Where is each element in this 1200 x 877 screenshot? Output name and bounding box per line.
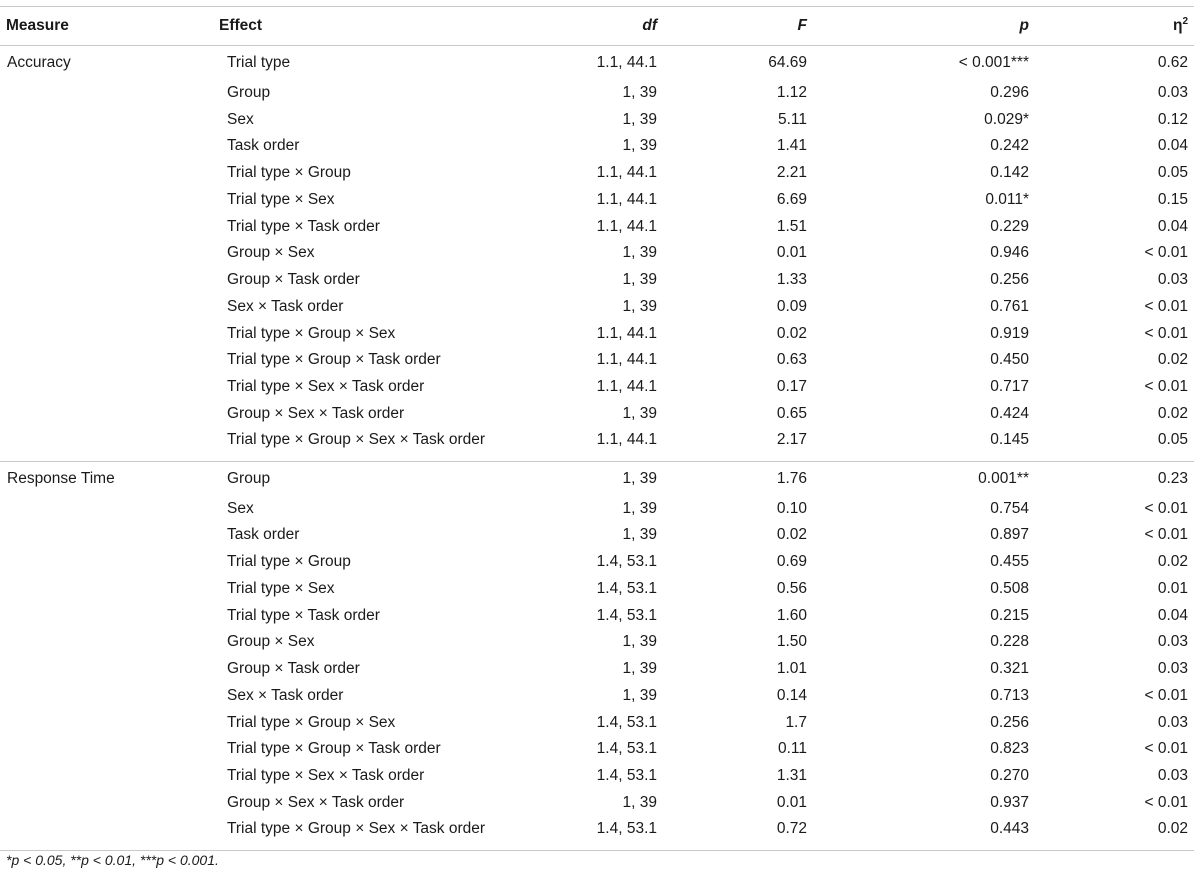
cell-effect: Group × Task order (227, 660, 360, 678)
cell-measure (0, 576, 213, 603)
cell-effect: Trial type × Group × Task order (227, 740, 441, 758)
cell-eta-squared: 0.02 (1157, 351, 1188, 369)
cell-eta-squared: < 0.01 (1144, 324, 1188, 342)
cell-f: 0.14 (776, 686, 807, 704)
cell-df: 1, 39 (622, 793, 657, 811)
cell-effect: Task order (227, 526, 300, 544)
cell-effect: Group (227, 83, 271, 101)
cell-p: 0.761 (990, 297, 1029, 315)
cell-p: 0.508 (990, 579, 1029, 597)
cell-effect: Trial type × Sex × Task order (227, 767, 425, 785)
cell-f: 64.69 (768, 53, 807, 71)
cell-df: 1, 39 (622, 499, 657, 517)
cell-df: 1.1, 44.1 (596, 351, 657, 369)
cell-f: 0.01 (776, 244, 807, 262)
cell-p: 0.919 (990, 324, 1029, 342)
cell-p: 0.823 (990, 740, 1029, 758)
cell-measure (0, 763, 213, 790)
cell-measure (0, 816, 213, 850)
cell-df: 1, 39 (622, 633, 657, 651)
cell-measure (0, 240, 213, 267)
cell-df: 1, 39 (622, 110, 657, 128)
cell-p: 0.897 (990, 526, 1029, 544)
cell-effect: Trial type × Group (227, 164, 351, 182)
cell-p: 0.011* (985, 190, 1029, 208)
cell-eta-squared: 0.02 (1035, 816, 1194, 850)
cell-f: 0.09 (776, 297, 807, 315)
cell-eta-squared: 0.03 (1157, 767, 1188, 785)
cell-df: 1.4, 53.1 (596, 553, 657, 571)
cell-measure (0, 294, 213, 321)
cell-p: 0.029* (984, 110, 1029, 128)
cell-p: 0.270 (990, 767, 1029, 785)
cell-df: 1, 39 (622, 244, 657, 262)
cell-p: 0.296 (990, 83, 1029, 101)
cell-eta-squared: < 0.01 (1144, 793, 1188, 811)
cell-effect: Trial type × Group × Sex (227, 324, 396, 342)
cell-measure (0, 656, 213, 683)
cell-f: 0.17 (776, 378, 807, 396)
cell-effect: Task order (227, 137, 300, 155)
cell-df: 1.4, 53.1 (596, 606, 657, 624)
cell-df: 1, 39 (622, 686, 657, 704)
cell-f: 1.60 (776, 606, 807, 624)
table-row (0, 401, 1194, 428)
cell-measure (0, 213, 213, 240)
table-row (0, 80, 1194, 107)
cell-measure (0, 736, 213, 763)
cell-p: 0.717 (990, 378, 1029, 396)
table-row (0, 461, 1194, 495)
cell-measure (0, 347, 213, 374)
cell-measure (0, 602, 213, 629)
cell-measure (0, 790, 213, 817)
cell-df: 1, 39 (622, 660, 657, 678)
table-row (0, 790, 1194, 817)
cell-df: 1, 39 (568, 461, 663, 495)
cell-effect: Sex × Task order (227, 297, 344, 315)
table-row (0, 495, 1194, 522)
cell-df: 1, 39 (622, 526, 657, 544)
cell-f: 0.69 (776, 553, 807, 571)
cell-df: 1.1, 44.1 (596, 378, 657, 396)
table-row (0, 763, 1194, 790)
table-row (0, 187, 1194, 214)
table-row (0, 46, 1194, 80)
table-row (0, 683, 1194, 710)
cell-df: 1.1, 44.1 (596, 53, 657, 71)
cell-eta-squared: < 0.01 (1144, 297, 1188, 315)
eta-superscript: 2 (1182, 16, 1188, 28)
cell-effect: Trial type × Group × Task order (227, 351, 441, 369)
cell-f: 0.63 (776, 351, 807, 369)
table-body (0, 46, 1194, 851)
significance-footnote: *p < 0.05, **p < 0.01, ***p < 0.001. (6, 852, 219, 868)
cell-measure (0, 133, 213, 160)
cell-df: 1.1, 44.1 (596, 431, 657, 448)
cell-f: 1.51 (776, 217, 807, 235)
cell-eta-squared: 0.02 (1157, 553, 1188, 571)
cell-effect: Sex (227, 499, 254, 517)
cell-f: 0.02 (776, 324, 807, 342)
cell-p: 0.142 (990, 164, 1029, 182)
header-f: F (663, 7, 813, 46)
cell-eta-squared: 0.04 (1157, 217, 1188, 235)
cell-eta-squared: 0.12 (1157, 110, 1188, 128)
cell-measure (0, 709, 213, 736)
cell-eta-squared: 0.05 (1157, 164, 1188, 182)
table-row (0, 629, 1194, 656)
cell-measure: Response Time (0, 461, 213, 495)
cell-effect: Group × Sex (227, 244, 315, 262)
cell-f: 2.21 (776, 164, 807, 182)
cell-df: 1.1, 44.1 (596, 217, 657, 235)
cell-f: 2.17 (776, 431, 807, 448)
cell-p: 0.321 (990, 660, 1029, 678)
cell-eta-squared: 0.03 (1157, 271, 1188, 289)
cell-eta-squared: 0.62 (1157, 53, 1188, 71)
cell-effect: Trial type × Group (227, 553, 351, 571)
cell-df: 1.1, 44.1 (596, 164, 657, 182)
cell-f: 5.11 (777, 110, 807, 128)
cell-effect: Sex (227, 110, 254, 128)
table-row (0, 267, 1194, 294)
cell-p: 0.946 (990, 244, 1029, 262)
cell-effect: Group (213, 461, 568, 495)
table-row (0, 160, 1194, 187)
cell-effect: Trial type × Sex (227, 579, 335, 597)
cell-eta-squared: < 0.01 (1144, 499, 1188, 517)
cell-eta-squared: 0.04 (1157, 606, 1188, 624)
cell-p: 0.424 (990, 404, 1029, 422)
table-row (0, 294, 1194, 321)
cell-eta-squared: < 0.01 (1144, 526, 1188, 544)
cell-df: 1.1, 44.1 (596, 190, 657, 208)
cell-eta-squared: 0.03 (1157, 83, 1188, 101)
cell-f: 1.50 (776, 633, 807, 651)
anova-table (0, 6, 1194, 851)
cell-effect: Group × Sex × Task order (227, 793, 405, 811)
cell-df: 1, 39 (622, 404, 657, 422)
cell-p: < 0.001*** (958, 53, 1029, 71)
cell-effect: Trial type × Group × Sex (227, 713, 396, 731)
cell-effect: Sex × Task order (227, 686, 344, 704)
table-row (0, 709, 1194, 736)
cell-p: 0.001** (813, 461, 1035, 495)
cell-measure (0, 80, 213, 107)
table-row (0, 736, 1194, 763)
table-row (0, 576, 1194, 603)
cell-f: 1.33 (776, 271, 807, 289)
cell-p: 0.256 (990, 271, 1029, 289)
table-row (0, 213, 1194, 240)
table-row (0, 347, 1194, 374)
header-p: p (813, 7, 1035, 46)
table-row (0, 320, 1194, 347)
cell-df: 1.4, 53.1 (596, 767, 657, 785)
table-row (0, 427, 1194, 461)
cell-f: 1.31 (776, 767, 807, 785)
table-row (0, 374, 1194, 401)
cell-eta-squared: 0.04 (1157, 137, 1188, 155)
cell-eta-squared: 0.05 (1157, 431, 1188, 448)
cell-measure (0, 401, 213, 428)
cell-df: 1, 39 (622, 83, 657, 101)
cell-p: 0.937 (990, 793, 1029, 811)
table-row (0, 133, 1194, 160)
cell-eta-squared: 0.03 (1157, 660, 1188, 678)
cell-eta-squared: 0.03 (1157, 713, 1188, 731)
cell-measure (0, 629, 213, 656)
cell-eta-squared: 0.23 (1035, 461, 1194, 495)
cell-p: 0.145 (990, 431, 1029, 448)
cell-f: 0.02 (776, 526, 807, 544)
cell-measure (0, 106, 213, 133)
cell-measure (0, 374, 213, 401)
cell-measure (0, 683, 213, 710)
cell-f: 1.12 (776, 83, 807, 101)
cell-p: 0.242 (990, 137, 1029, 155)
table-row (0, 549, 1194, 576)
table-row (0, 602, 1194, 629)
cell-df: 1.4, 53.1 (568, 816, 663, 850)
cell-f: 1.7 (785, 713, 807, 731)
cell-measure (0, 522, 213, 549)
cell-eta-squared: < 0.01 (1144, 244, 1188, 262)
cell-p: 0.256 (990, 713, 1029, 731)
table-row (0, 240, 1194, 267)
cell-eta-squared: 0.15 (1157, 190, 1188, 208)
cell-effect: Trial type × Task order (227, 606, 380, 624)
table-header (0, 7, 1194, 46)
cell-f: 0.01 (776, 793, 807, 811)
cell-f: 6.69 (776, 190, 807, 208)
table-row (0, 656, 1194, 683)
table-row (0, 816, 1194, 850)
cell-measure (0, 549, 213, 576)
cell-p: 0.229 (990, 217, 1029, 235)
cell-measure (0, 495, 213, 522)
table-row (0, 522, 1194, 549)
header-df: df (568, 7, 663, 46)
header-eta-squared (1035, 7, 1194, 46)
cell-p: 0.215 (990, 606, 1029, 624)
cell-f: 0.72 (663, 816, 813, 850)
cell-effect: Trial type × Task order (227, 217, 380, 235)
cell-f: 0.65 (776, 404, 807, 422)
cell-p: 0.443 (813, 816, 1035, 850)
header-measure: Measure (0, 7, 213, 46)
cell-df: 1, 39 (622, 271, 657, 289)
cell-eta-squared: < 0.01 (1144, 740, 1188, 758)
cell-df: 1.4, 53.1 (596, 713, 657, 731)
cell-eta-squared: 0.02 (1157, 404, 1188, 422)
cell-measure (0, 427, 213, 461)
cell-measure: Accuracy (7, 53, 71, 71)
cell-df: 1, 39 (622, 297, 657, 315)
cell-eta-squared: < 0.01 (1144, 378, 1188, 396)
cell-eta-squared: < 0.01 (1144, 686, 1188, 704)
table-row (0, 106, 1194, 133)
cell-effect: Trial type × Sex (227, 190, 335, 208)
cell-f: 1.41 (776, 137, 807, 155)
cell-df: 1.4, 53.1 (596, 579, 657, 597)
cell-f: 1.01 (776, 660, 807, 678)
cell-effect: Trial type × Group × Sex × Task order (227, 431, 486, 448)
cell-effect: Trial type (227, 53, 291, 71)
cell-effect: Group × Sex (227, 633, 315, 651)
cell-effect: Trial type × Sex × Task order (227, 378, 425, 396)
cell-p: 0.450 (990, 351, 1029, 369)
cell-eta-squared: 0.03 (1157, 633, 1188, 651)
cell-df: 1.4, 53.1 (596, 740, 657, 758)
header-effect: Effect (213, 7, 568, 46)
cell-df: 1.1, 44.1 (596, 324, 657, 342)
cell-f: 1.76 (663, 461, 813, 495)
cell-measure (0, 160, 213, 187)
header-row (0, 7, 1194, 46)
cell-measure (0, 267, 213, 294)
cell-eta-squared: 0.01 (1157, 579, 1188, 597)
eta-symbol: η (1172, 17, 1183, 35)
cell-f: 0.10 (776, 499, 807, 517)
cell-p: 0.228 (990, 633, 1029, 651)
cell-measure (0, 187, 213, 214)
cell-p: 0.713 (990, 686, 1029, 704)
cell-p: 0.455 (990, 553, 1029, 571)
cell-f: 0.56 (776, 579, 807, 597)
cell-f: 0.11 (777, 740, 807, 758)
cell-measure (0, 320, 213, 347)
cell-effect: Group × Sex × Task order (227, 404, 405, 422)
cell-df: 1, 39 (622, 137, 657, 155)
cell-p: 0.754 (990, 499, 1029, 517)
cell-effect: Trial type × Group × Sex × Task order (213, 816, 568, 850)
cell-effect: Group × Task order (227, 271, 360, 289)
